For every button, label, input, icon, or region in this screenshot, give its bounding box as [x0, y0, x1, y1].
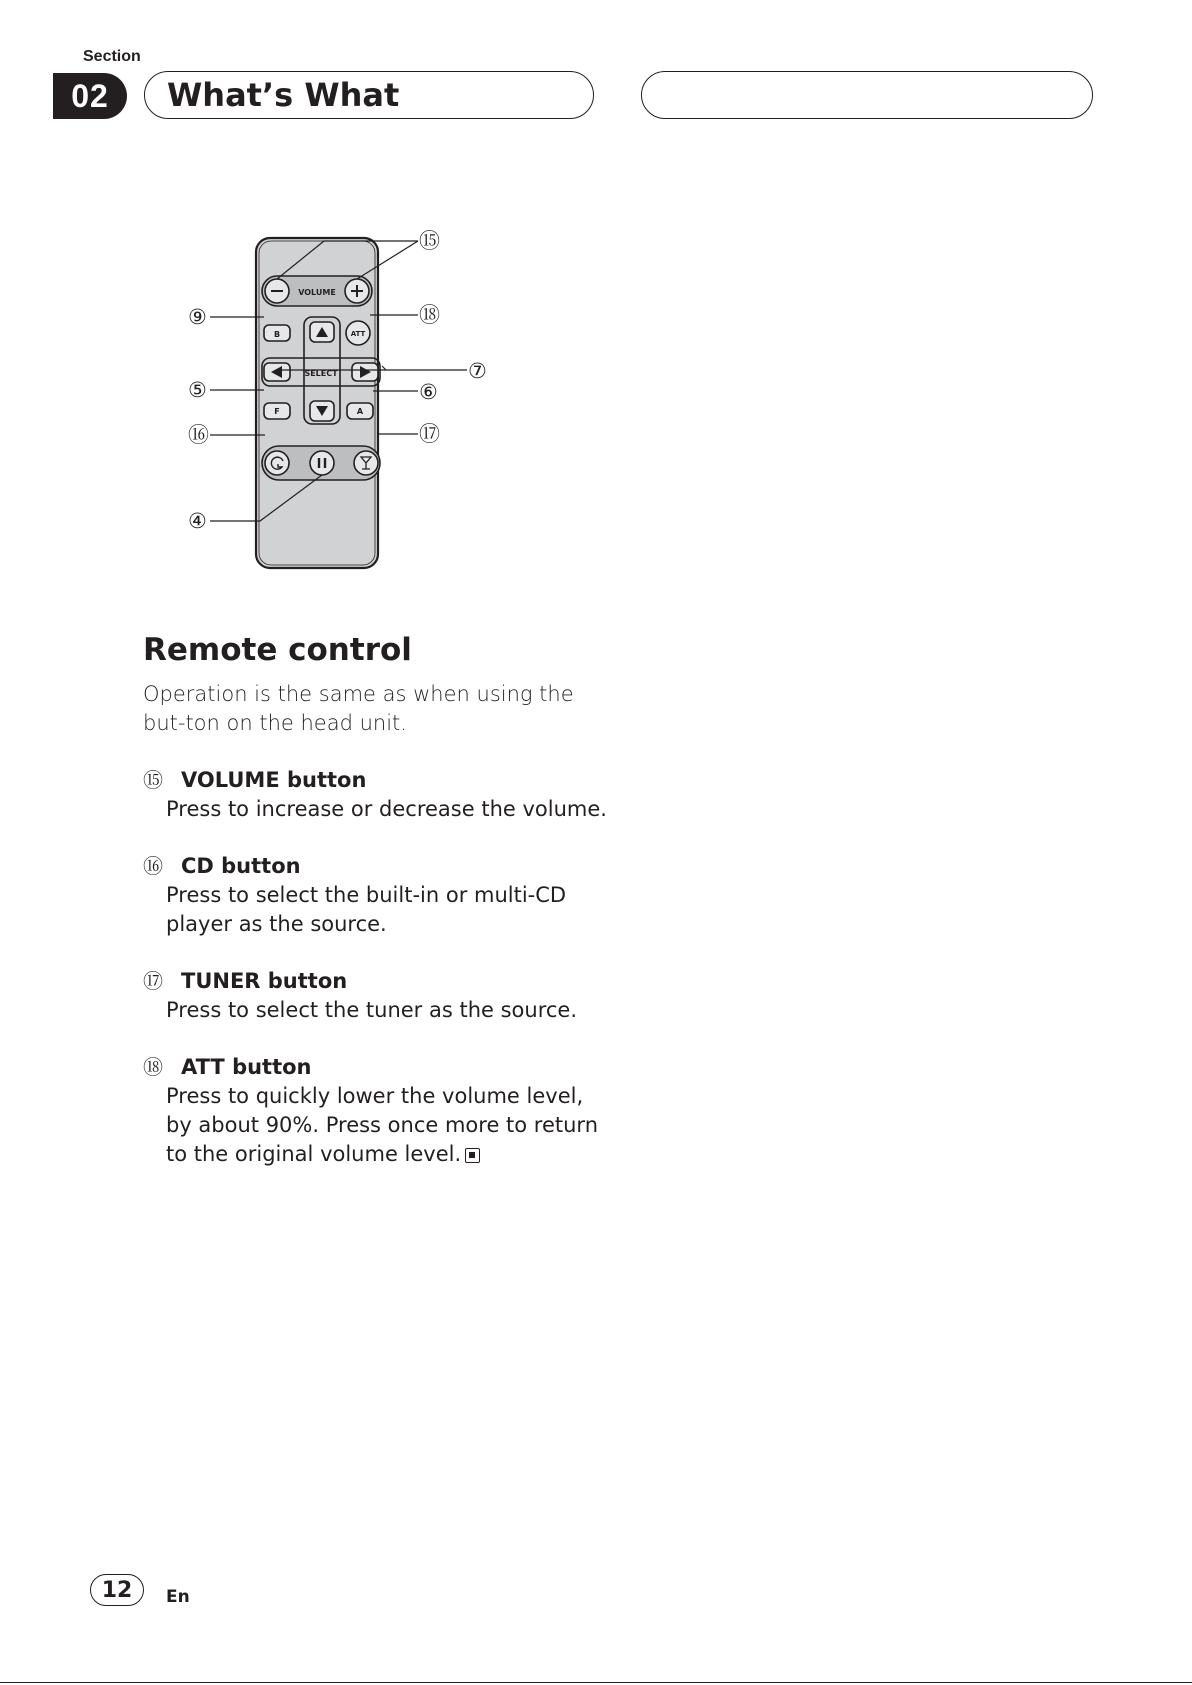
callout-15: ⑮	[419, 229, 440, 253]
item-number: ⑯	[143, 854, 163, 878]
intro-paragraph: Operation is the same as when using the but-ton on the head unit.	[143, 682, 574, 735]
a-label: A	[356, 407, 364, 416]
section-title: What’s What	[167, 76, 400, 114]
item-description: Press to select the tuner as the source.	[166, 998, 578, 1022]
callout-5: ⑤	[188, 378, 207, 402]
remote-control-illustration	[190, 228, 550, 588]
item-tuner-button	[143, 967, 613, 1025]
volume-label: VOLUME	[298, 288, 336, 297]
item-number: ⑱	[143, 1055, 163, 1079]
section-label: Section	[83, 48, 141, 65]
item-description-text: Press to quickly lower the volume level, by about 90%. Press once more to return to the original volume level.	[166, 1084, 599, 1166]
section-title-box	[144, 71, 594, 119]
remote-control-diagram	[190, 228, 550, 588]
item-title: ATT button	[181, 1055, 312, 1079]
leader-7	[382, 366, 467, 370]
section-number-badge: 02	[53, 73, 127, 119]
item-att-button	[143, 1053, 613, 1169]
select-label: SELECT	[304, 369, 338, 378]
language-label: En	[166, 1587, 190, 1607]
callout-6: ⑥	[419, 380, 438, 404]
callout-17: ⑰	[419, 422, 440, 446]
callout-7: ⑦	[468, 359, 487, 383]
item-volume-button	[143, 766, 613, 824]
item-description: Press to increase or decrease the volume.	[166, 797, 607, 821]
item-title: CD button	[181, 854, 301, 878]
empty-header-box	[641, 71, 1093, 119]
cd-button	[265, 451, 289, 475]
remote-control-section	[143, 630, 613, 1169]
pause-button	[310, 451, 334, 475]
item-title: TUNER button	[181, 969, 348, 993]
item-title: VOLUME button	[181, 768, 367, 792]
callout-18: ⑱	[419, 303, 440, 327]
item-description: Press to select the built-in or multi-CD player as the source.	[166, 883, 567, 936]
item-number: ⑮	[143, 768, 163, 792]
item-cd-button	[143, 852, 613, 939]
f-label: F	[274, 407, 280, 416]
callout-9: ⑨	[188, 305, 207, 329]
b-label: B	[273, 330, 281, 339]
item-description	[166, 1082, 613, 1169]
att-label: ATT	[350, 330, 366, 338]
callout-4: ④	[188, 509, 207, 533]
item-number: ⑰	[143, 969, 163, 993]
bottom-rule	[0, 1682, 1192, 1683]
end-of-section-icon	[465, 1148, 480, 1163]
remote-control-heading: Remote control	[143, 632, 412, 668]
callout-16: ⑯	[188, 423, 209, 447]
page-number: 12	[90, 1574, 144, 1606]
